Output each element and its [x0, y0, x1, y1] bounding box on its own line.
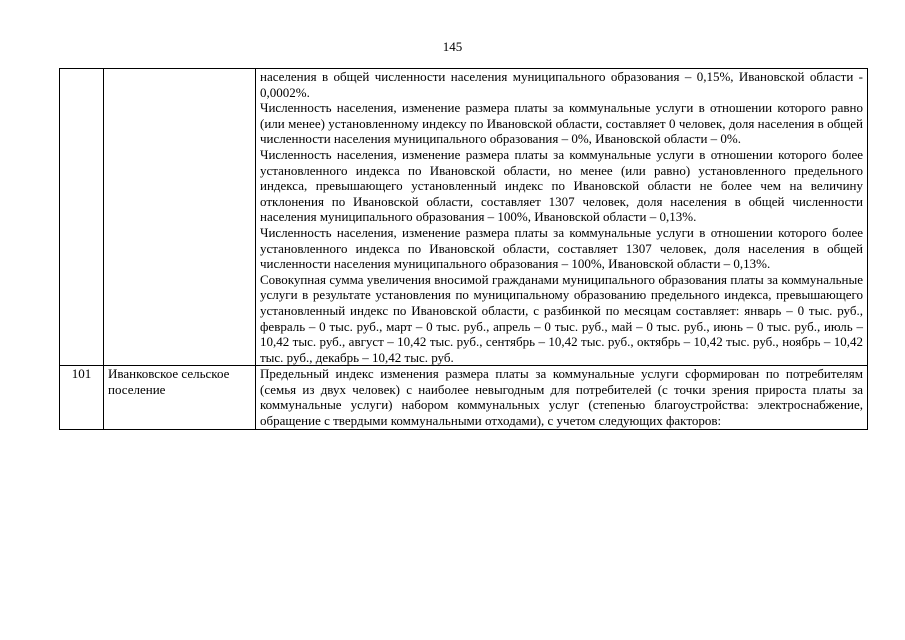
paragraph: Совокупная сумма увеличения вносимой гражданами муниципального образования платы за коммунальные услуги в результате установления по муниципальному образованию предельного индекса, превышающего установленный индекс по Ивановской области, с разбинкой по месяцам составляет: январь – 0 тыс. руб., февраль – 0 тыс. руб., март – 0 тыс. руб., апрель – 0 тыс. руб., май – 0 тыс. руб., июнь – 0 тыс. руб., июль – 10,42 тыс. руб., август – 10,42 тыс. руб., сентябрь – 10,42 тыс. руб., октябрь – 10,42 тыс. руб., ноябрь – 10,42 тыс. руб., декабрь – 10,42 тыс. руб.: [260, 271, 863, 365]
municipal-index-table: [59, 68, 868, 430]
description-cell: [256, 366, 868, 429]
municipality-name-cell: Иванковское сельское поселение: [104, 366, 256, 429]
paragraph: Численность населения, изменение размера платы за коммунальные услуги в отношении которого более установленного индекса по Ивановской области, но менее (или равно) установленного предельного индекса, превышающего установленный индекс по Ивановской области не более чем на величину отклонения по Ивановской области, составляет 1307 человек, доля населения в общей численности населения муниципального образования – 100%, Ивановской области – 0,13%.: [260, 146, 863, 225]
row-number-cell: 101: [60, 366, 104, 429]
row-number-cell: [60, 69, 104, 366]
paragraph: Предельный индекс изменения размера платы за коммунальные услуги сформирован по потребителям (семья из двух человек) с наиболее невыгодным для потребителей (с точки зрения прироста платы за коммунальные услуги) набором коммунальных услуг (степенью благоустройства: электроснабжение, обращение с твердыми коммунальными отходами), с учетом следующих факторов:: [260, 366, 863, 429]
table-row: [60, 69, 868, 366]
description-cell: [256, 69, 868, 366]
page-number: 145: [442, 39, 463, 54]
table-row: [60, 366, 868, 429]
paragraph: населения в общей численности населения муниципального образования – 0,15%, Ивановской области - 0,0002%.: [260, 69, 863, 100]
paragraph: Численность населения, изменение размера платы за коммунальные услуги в отношении которого более установленного индекса по Ивановской области, составляет 1307 человек, доля населения в общей численности населения муниципального образования – 100%, Ивановской области – 0,13%.: [260, 224, 863, 272]
paragraph: Численность населения, изменение размера платы за коммунальные услуги в отношении которого равно (или менее) установленному индексу по Ивановской области, составляет 0 человек, доля населения в общей численности населения муниципального образования – 0%, Ивановской области – 0%.: [260, 100, 863, 147]
municipality-name-cell: [104, 69, 256, 366]
